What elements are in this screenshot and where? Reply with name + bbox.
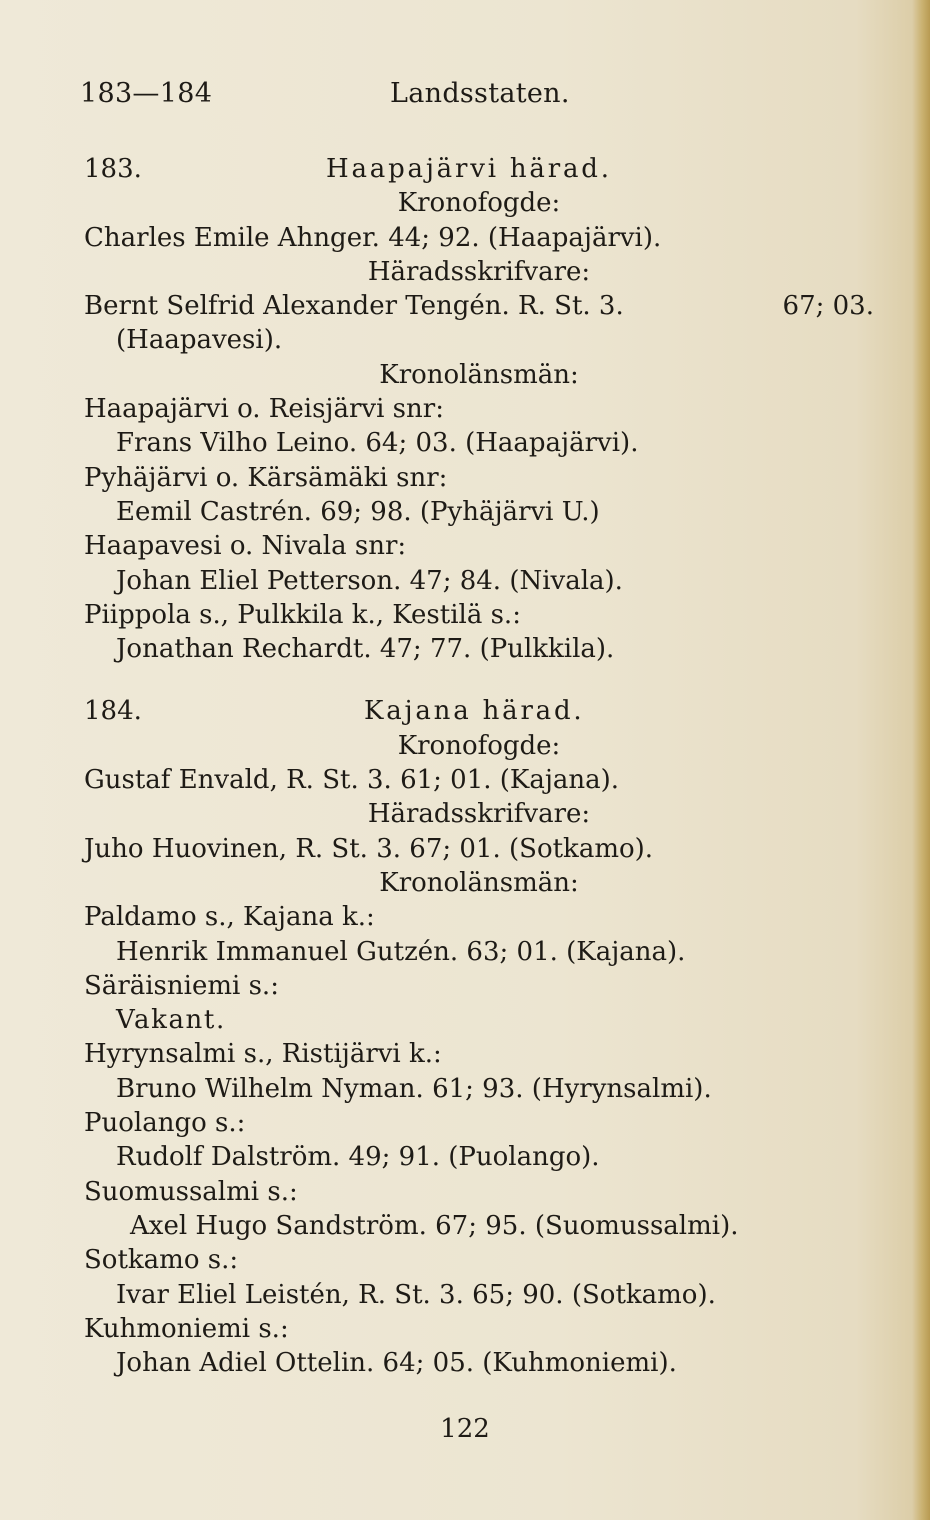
district-name: Pyhäjärvi o. Kärsämäki snr: — [84, 462, 448, 493]
district-name: Piippola s., Pulkkila k., Kestilä s.: — [84, 599, 521, 630]
kronofogde-entry: Charles Emile Ahnger. 44; 92. (Haapajärvi). — [84, 222, 662, 253]
kronofogde-entry: Gustaf Envald, R. St. 3. 61; 01. (Kajana). — [84, 765, 620, 796]
district-name: Kuhmoniemi s.: — [84, 1313, 289, 1344]
header-page-range: 183—184 — [80, 78, 213, 109]
haradsskrivare-name: Bernt Selfrid Alexander Tengén. R. St. 3. — [84, 291, 624, 322]
district-name: Paldamo s., Kajana k.: — [84, 902, 375, 933]
district-name: Hyrynsalmi s., Ristijärvi k.: — [84, 1039, 442, 1070]
district-officer: Johan Adiel Ottelin. 64; 05. (Kuhmoniemi). — [116, 1348, 677, 1379]
district-name: Haapavesi o. Nivala snr: — [84, 531, 407, 562]
district-officer: Vakant. — [116, 1005, 226, 1036]
district-officer: Bruno Wilhelm Nyman. 61; 93. (Hyrynsalmi). — [116, 1073, 712, 1104]
page-number: 122 — [440, 1414, 490, 1444]
kronofogde-label: Kronofogde: — [397, 730, 561, 761]
section-gap — [84, 666, 874, 694]
district-officer: Frans Vilho Leino. 64; 03. (Haapajärvi). — [116, 428, 639, 459]
section-name: Haapajärvi härad. — [326, 154, 612, 184]
kronolansman-label: Kronolänsmän: — [379, 867, 579, 898]
district-name: Puolango s.: — [84, 1108, 246, 1139]
district-name: Säräisniemi s.: — [84, 970, 279, 1001]
section-name: Kajana härad. — [364, 696, 585, 727]
section-number: 183. — [84, 154, 142, 184]
district-officer: Axel Hugo Sandström. 67; 95. (Suomussalmi). — [130, 1210, 739, 1241]
haradsskrivare-entry — [84, 289, 874, 323]
district-officer: Jonathan Rechardt. 47; 77. (Pulkkila). — [116, 634, 615, 665]
running-header — [80, 78, 850, 118]
haradsskrivare-years: 67; 03. — [782, 291, 874, 322]
kronofogde-label: Kronofogde: — [397, 188, 561, 219]
haradsskrivare-label: Häradsskrifvare: — [367, 256, 591, 287]
district-officer: Rudolf Dalström. 49; 91. (Puolango). — [116, 1142, 600, 1173]
section-number: 184. — [84, 696, 142, 727]
kronolansman-label: Kronolänsmän: — [379, 359, 579, 390]
haradsskrivare-residence: (Haapavesi). — [116, 325, 283, 356]
haradsskrivare-entry: Juho Huovinen, R. St. 3. 67; 01. (Sotkamo). — [84, 833, 654, 864]
section-184-heading — [84, 694, 874, 728]
district-officer: Johan Eliel Petterson. 47; 84. (Nivala). — [116, 565, 623, 596]
district-officer: Henrik Immanuel Gutzén. 63; 01. (Kajana). — [116, 936, 686, 967]
district-name: Suomussalmi s.: — [84, 1176, 298, 1207]
district-officer: Ivar Eliel Leistén, R. St. 3. 65; 90. (Sotkamo). — [116, 1279, 716, 1310]
page-content — [84, 152, 874, 1380]
haradsskrivare-label: Häradsskrifvare: — [367, 799, 591, 830]
district-name: Sotkamo s.: — [84, 1245, 239, 1276]
section-183-heading — [84, 152, 874, 186]
district-officer: Eemil Castrén. 69; 98. (Pyhäjärvi U.) — [116, 496, 600, 527]
page-edge — [912, 0, 930, 1520]
header-title: Landsstaten. — [390, 78, 570, 109]
district-name: Haapajärvi o. Reisjärvi snr: — [84, 394, 444, 425]
